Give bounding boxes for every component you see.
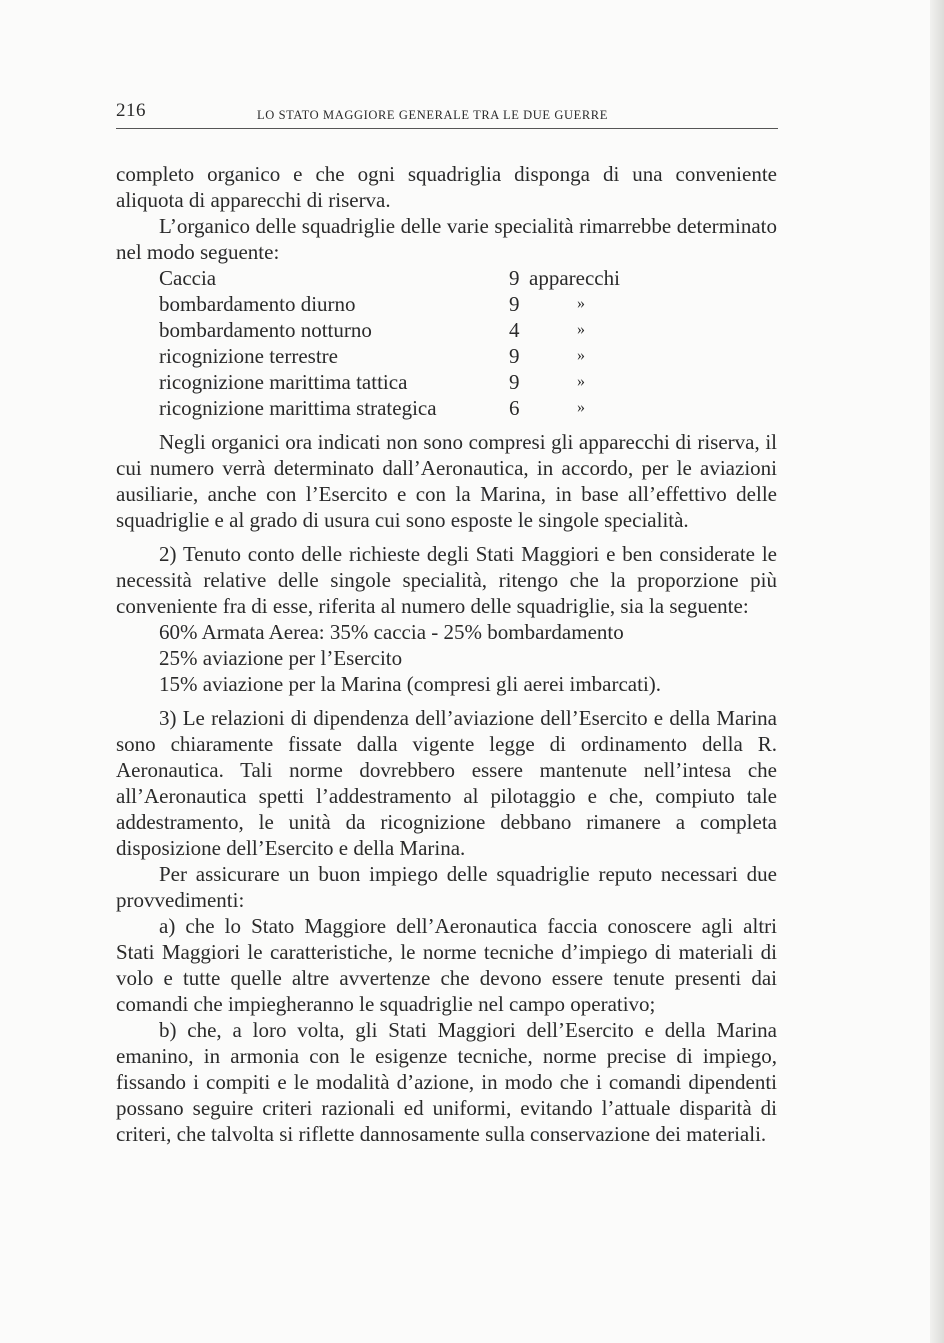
ditto-mark: » xyxy=(577,347,585,364)
table-row xyxy=(159,369,777,395)
organico-table xyxy=(116,265,777,421)
spacer xyxy=(116,533,777,541)
paragraph: L’organico delle squadriglie delle varie specialità rimarrebbe determinato nel modo seguente: xyxy=(116,214,777,264)
specialty: bombardamento diurno xyxy=(159,292,356,316)
table-row xyxy=(159,265,777,291)
spacer xyxy=(116,421,777,429)
paragraph: Per assicurare un buon impiego delle squadriglie reputo necessari due provvedimenti: xyxy=(116,862,777,912)
specialty: ricognizione marittima tattica xyxy=(159,370,408,394)
paragraph: 3) Le relazioni di dipendenza dell’aviazione dell’Esercito e della Marina sono chiaramente fissate dalla vigente legge di ordinamento della R. Aeronautica. Tali norme dovrebbero essere mantenute nell’intesa che all’Aeronautica spetti l’addestramento al pilotaggio e che, compiuto tale addestramento, le unità da ricognizione debbano rimanere a completa disposizione dell’Esercito e della Marina. xyxy=(116,706,777,860)
paragraph: completo organico e che ogni squadriglia disponga di una conveniente aliquota di apparecchi di riserva. xyxy=(116,162,777,212)
paragraph: b) che, a loro volta, gli Stati Maggiori dell’Esercito e della Marina emanino, in armonia con le esigenze tecniche, norme precise di impiego, fissando i compiti e le modalità d’azione, in modo che i comandi dipendenti possano seguire criteri razionali ed uniformi, evitando l’attuale disparità di criteri, che talvolta si riflette dannosamente sulla conservazione dei materiali. xyxy=(116,1018,777,1146)
running-header xyxy=(116,100,778,129)
aircraft-count: 9 xyxy=(509,266,520,290)
unit: apparecchi xyxy=(529,266,620,290)
aircraft-count: 6 xyxy=(509,396,520,420)
page-number: 216 xyxy=(116,100,146,121)
paragraph: 2) Tenuto conto delle richieste degli Stati Maggiori e ben considerate le necessità relative delle singole specialità, ritengo che la proporzione più conveniente fra di esse, riferita al numero delle squadriglie, sia la seguente: xyxy=(116,542,777,618)
table-row xyxy=(159,343,777,369)
page-edge-shadow xyxy=(930,0,944,1343)
aircraft-count: 9 xyxy=(509,370,520,394)
running-title: LO STATO MAGGIORE GENERALE TRA LE DUE GUERRE xyxy=(257,108,608,122)
paragraph: Negli organici ora indicati non sono compresi gli apparecchi di riserva, il cui numero verrà determinato dall’Aeronautica, in accordo, per le aviazioni ausiliarie, anche con l’Esercito e con la Marina, in base all’effettivo delle squadriglie e al grado di usura cui sono esposte le singole specialità. xyxy=(116,430,777,532)
table-row xyxy=(159,395,777,421)
paragraph: a) che lo Stato Maggiore dell’Aeronautica faccia conoscere agli altri Stati Maggiori le caratteristiche, le norme tecniche d’impiego di materiali di volo e tutte quelle altre avvertenze che devono essere tenute presenti dai comandi che impiegheranno le squadriglie nel campo operativo; xyxy=(116,914,777,1016)
aircraft-count: 4 xyxy=(509,318,520,342)
ditto-mark: » xyxy=(577,373,585,390)
body-text xyxy=(116,161,777,1147)
specialty: bombardamento notturno xyxy=(159,318,372,342)
list-item: 60% Armata Aerea: 35% caccia - 25% bombardamento xyxy=(159,620,624,644)
specialty: ricognizione terrestre xyxy=(159,344,338,368)
ditto-mark: » xyxy=(577,321,585,338)
ditto-mark: » xyxy=(577,295,585,312)
aircraft-count: 9 xyxy=(509,344,520,368)
table-row xyxy=(159,291,777,317)
table-row xyxy=(159,317,777,343)
ditto-mark: » xyxy=(577,399,585,416)
specialty: ricognizione marittima strategica xyxy=(159,396,437,420)
list-item: 15% aviazione per la Marina (compresi gli aerei imbarcati). xyxy=(159,672,662,696)
specialty: Caccia xyxy=(159,266,217,290)
spacer xyxy=(116,697,777,705)
aircraft-count: 9 xyxy=(509,292,520,316)
list-item: 25% aviazione per l’Esercito xyxy=(159,646,403,670)
proportions-list xyxy=(116,619,777,697)
